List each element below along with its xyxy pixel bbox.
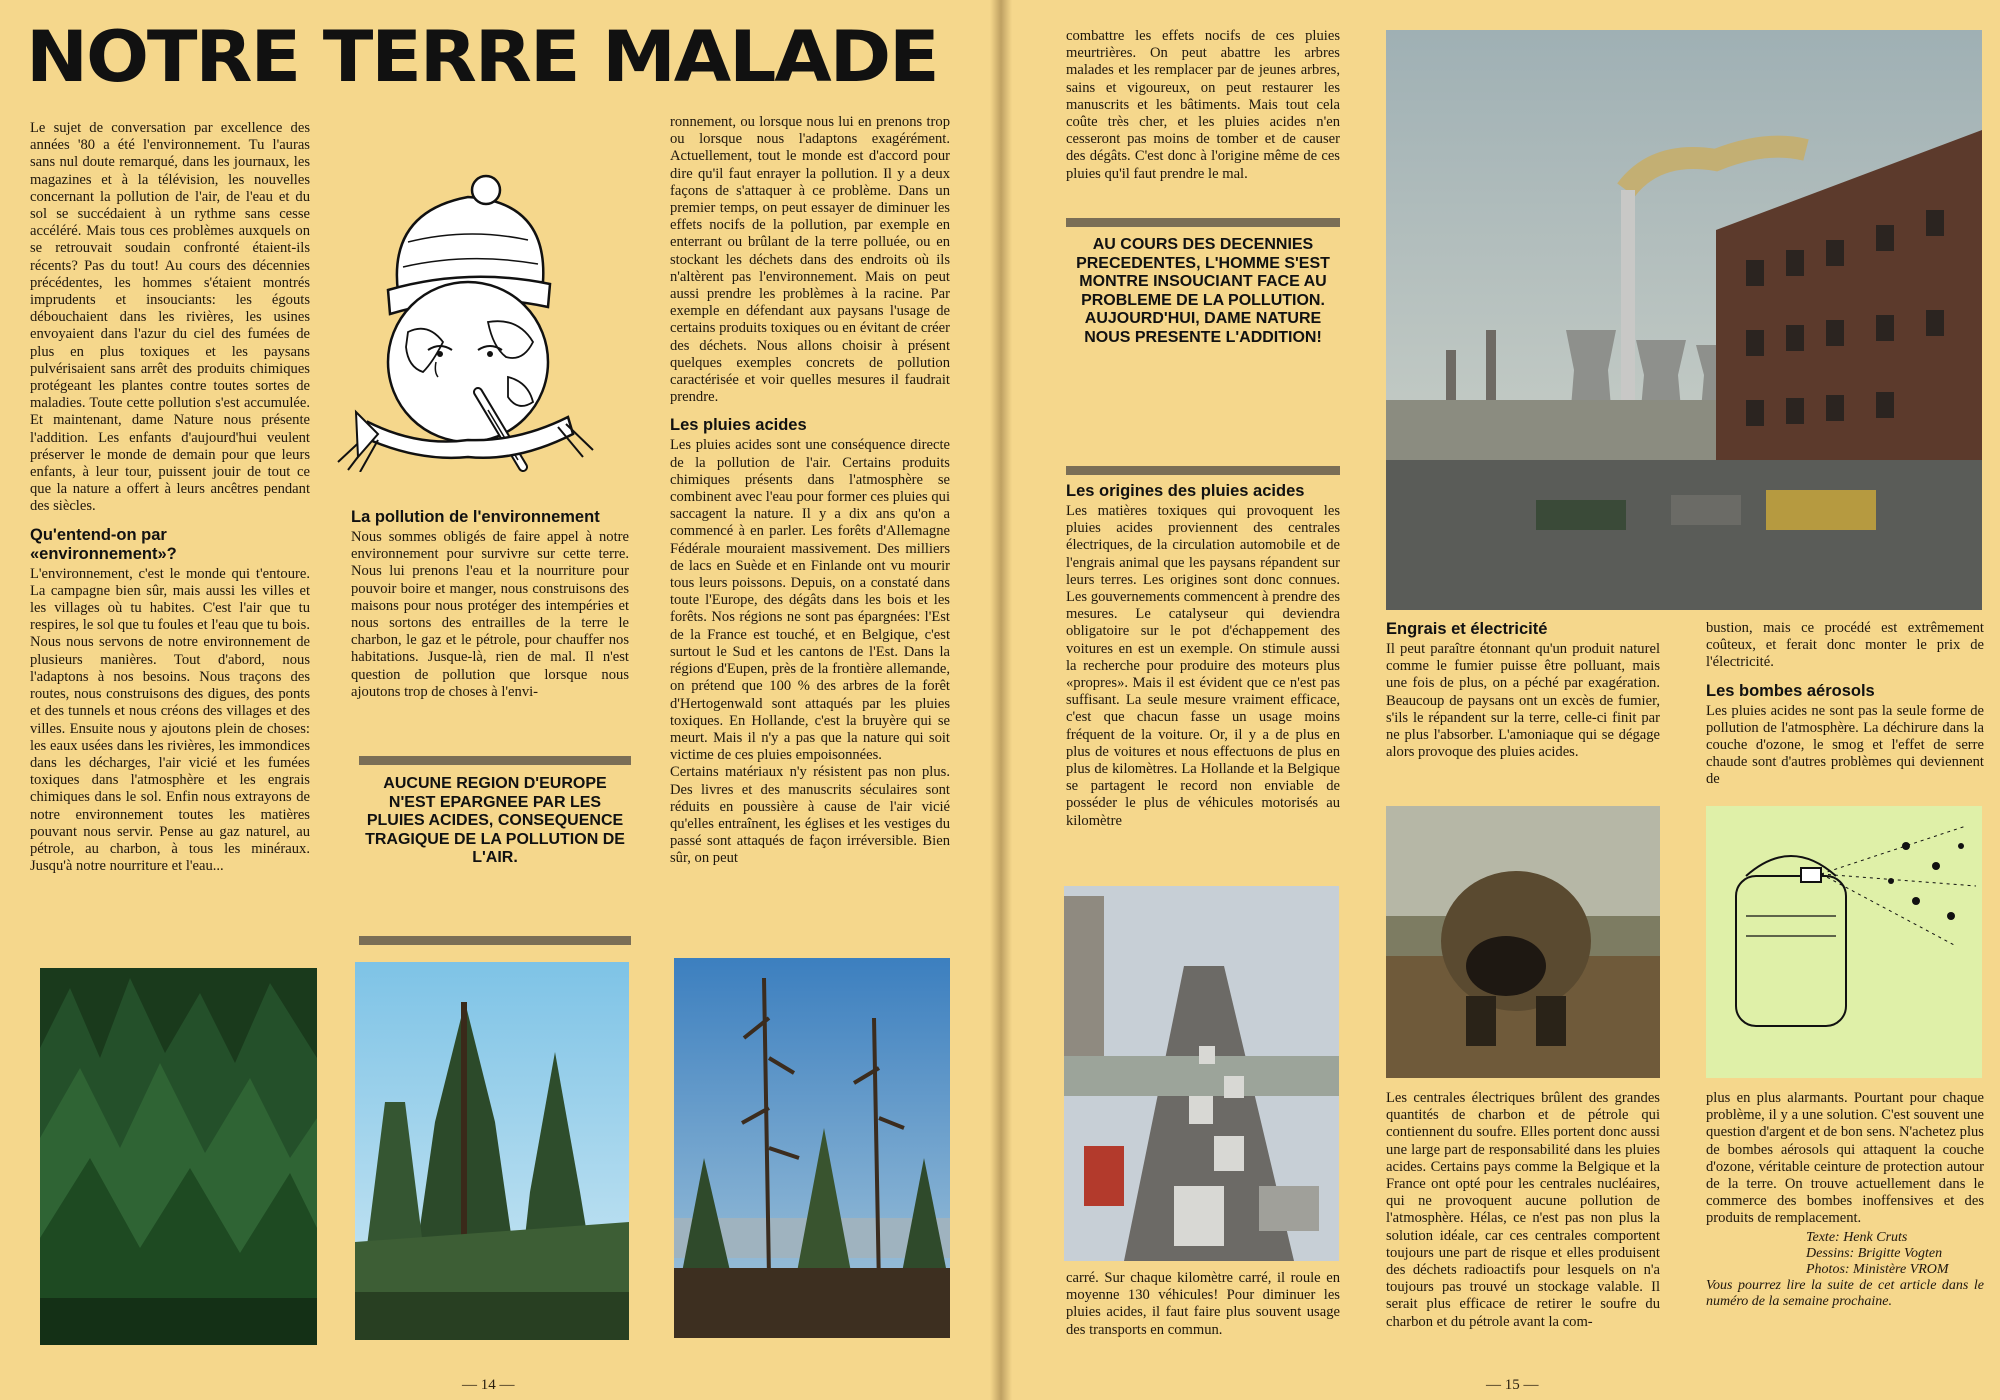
aerosol-can-illustration xyxy=(1706,806,1982,1078)
paragraph-pluies-acides: Les pluies acides sont une conséquence directe de la pollution de l'air. Certains produits chimiques présents dans l'atmosphère se combinent avec l'eau pour former ces pluies qui saccagent la nature. Il y a dix ans qu'on a commencé à en parler. Les forêts d'Allemagne Fédérale mouraient massivement. Des milliers de lacs en Suède et en Finlande ont vu mourir tous leurs poissons. Depuis, on a constaté dans toute l'Europe, des dégâts dans les bois et les forêts. Nos régions ne sont pas épargnées: l'Est de la France est touché, et en Belgique, c'est surtout le Sud et les cantons de l'Est. Dans la régions d'Eupen, près de la frontière allemande, on prétend que 100 % des arbres de la forêt d'Hertogenwald sont attaqués par les pluies toxiques. En Hollande, c'est la bruyère qui se meurt. Mais il n'y a pas que la nature qui soit victime de ces pluies empoisonnées. xyxy=(670,437,950,764)
column-4-end xyxy=(1066,1270,1340,1339)
paragraph-engrais: Il peut paraître étonnant qu'un produit naturel comme le fumier puisse être polluant, mais une fois de plus, on a péché par exagération. Beaucoup de paysans ont un excès de fumier, s'ils le répandent sur la terre, celle-ci finit par ne plus l'absorber. L'amoniaque qui se dégage alors provoque des pluies acides. xyxy=(1386,641,1660,761)
paragraph-pollution-environnement: Nous sommes obligés de faire appel à notre environnement pour survivre sur cette terre. Nous lui prenons l'eau et la nourriture pour pouvoir boire et manger, nous construisons des maisons pour nous protéger des intempéries et nous sortons des entrailles de la terre le charbon, le gaz et le pétrole, pour chauffer nos habitations. Jusque-là, rien de mal. Il n'est question de pollution que lorsque nous ajoutons trop de choses à l'envi- xyxy=(351,529,629,700)
column-5-continued xyxy=(1386,1090,1660,1331)
credit-photos: Photos: Ministère VROM xyxy=(1806,1261,1949,1277)
page-gutter xyxy=(990,0,1012,1400)
heading-engrais: Engrais et électricité xyxy=(1386,620,1548,638)
column-2 xyxy=(351,508,629,701)
column-3 xyxy=(670,114,950,868)
credit-drawings: Dessins: Brigitte Vogten xyxy=(1806,1245,1943,1261)
paragraph-origines: Les matières toxiques qui provoquent les pluies acides proviennent des centrales électriques, de la circulation automobile et de l'engrais animal que les paysans répandent sur leurs terres. Les origines sont donc connues. Les gouvernements commencent à prendre des mesures. Le catalyseur qui deviendra obligatoire sur le pot d'échappement des voitures en est un exemple. On stimule aussi la recherche pour produire des moteurs plus «propres». Mais il est évident que ce n'est pas suffisant. La seule mesure vraiment efficace, c'est que chacun fasse un usage moins fréquent de la voiture. Or, il y a de plus en plus de voitures et nous effectuons de plus en plus de kilomètres. La Hollande et la Belgique se partagent le record non enviable de posséder le plus de véhicules motorisés au kilomètre xyxy=(1066,503,1340,829)
paragraph-solutions: plus en plus alarmants. Pourtant pour chaque problème, il y a une solution. C'est souvent une question d'argent et de bon sens. N'achetez plus de bombes aérosols qui attaquent la couche d'ozone, véritable ceinture de protection autour de la terre. On trouve actuellement dans le commerce des bombes inoffensives et des produits de remplacement. xyxy=(1706,1090,1984,1227)
page-number-right: — 15 — xyxy=(1486,1377,1539,1393)
column-1 xyxy=(30,120,310,875)
continuation-note: Vous pourrez lire la suite de cet article dans le numéro de la semaine prochaine. xyxy=(1706,1277,1984,1309)
heading-pollution-environnement: La pollution de l'environnement xyxy=(351,508,600,526)
column-4 xyxy=(1066,28,1340,183)
divider-bar xyxy=(1066,466,1340,475)
column-6 xyxy=(1706,620,1984,789)
photo-manure-spreader xyxy=(1386,806,1660,1078)
heading-pluies-acides: Les pluies acides xyxy=(670,416,807,435)
page-right xyxy=(1000,0,2000,1400)
photo-dead-forest xyxy=(674,958,950,1338)
paragraph-centrales: Les centrales électriques brûlent des grandes quantités de charbon et de pétrole qui contiennent du soufre. Elles portent donc aussi une large part de responsabilité dans les pluies acides. Certains pays comme la Belgique et la France ont opté pour les centrales nucléaires, qui ne provoquent aucune pollution de l'atmosphère. Hélas, ce n'est pas non plus la solution idéale, car ces centrales comportent toujours une part de risque et elles produisent des déchets radioactifs pour lesquels on n'a toujours pas trouvé un stockage valable. Il serait plus efficace de retirer le soufre du charbon et du pétrole avant la com- xyxy=(1386,1090,1660,1330)
credit-text: Texte: Henk Cruts xyxy=(1806,1229,1908,1245)
photo-healthy-forest xyxy=(40,968,317,1345)
column-6-continued xyxy=(1706,1090,1984,1310)
divider-bar xyxy=(359,756,631,765)
sick-earth-illustration xyxy=(328,172,600,472)
photo-damaged-trees xyxy=(355,962,629,1340)
paragraph-materiaux: Certains matériaux n'y résistent pas non plus. Des livres et des manuscrits séculaires sont réduits en poussière à cause de l'air vicié qu'elles entraînent, les églises et les vestiges du passé sont attaqués de façon irréversible. Bien sûr, on peut xyxy=(670,764,950,867)
photo-power-plant xyxy=(1386,30,1982,610)
paragraph-environnement: L'environnement, c'est le monde qui t'entoure. La campagne bien sûr, mais aussi les villes et les villages où tu habites. C'est l'air que tu respires, le sol que tu foules et l'eau que tu bois. Nous nous servons de notre environnement de plusieurs manières. Tout d'abord, nous l'adaptons à nos besoins. Nous traçons des routes, nous construisons des digues, des ponts et des tunnels et nous créons des villages et des villes. Ensuite nous y ajoutons plein de choses: les eaux usées dans les rivières, les immondices dans les décharges, l'air vicié et les fumées toxiques dans l'atmosphère et les engrais chimiques dans le sol. Enfin nous extrayons de notre environnement toutes les matières pouvant nous servir. Pense au gaz naturel, au pétrole, au charbon, à tous les minéraux. Jusqu'à notre nourriture et l'eau... xyxy=(30,565,310,875)
pullquote-right: AU COURS DES DECENNIES PRECEDENTES, L'HOMME S'EST MONTRE INSOUCIANT FACE AU PROBLEME DE LA POLLUTION. AUJOURD'HUI, DAME NATURE NOUS PRESENTE L'ADDITION! xyxy=(1076,236,1330,346)
paragraph-combustion: bustion, mais ce procédé est extrêmement coûteux, et ferait donc monter le prix de l'électricité. xyxy=(1706,620,1984,671)
page-number-left: — 14 — xyxy=(462,1377,515,1393)
heading-origines: Les origines des pluies acides xyxy=(1066,482,1305,500)
credits xyxy=(1806,1230,1984,1278)
column-5 xyxy=(1386,620,1660,761)
divider-bar xyxy=(1066,218,1340,227)
article-title: NOTRE TERRE MALADE xyxy=(26,16,938,98)
photo-traffic-highway xyxy=(1064,886,1339,1261)
paragraph-combattre: combattre les effets nocifs de ces pluies meurtrières. On peut abattre les arbres malades et les remplacer par de jeunes arbres, sains et vigoureux, on peut restaurer les manuscrits et les bâtiments. Mais tout cela coûte très cher, et les pluies acides n'en cesseront pas moins de tomber et de causer des dégâts. C'est donc à l'origine même de ces pluies qu'il faut prendre le mal. xyxy=(1066,28,1340,182)
paragraph-aerosols: Les pluies acides ne sont pas la seule forme de pollution de l'atmosphère. La déchirure dans la couche d'ozone, le smog et l'effet de serre chaude sont d'autres problèmes qui deviennent de xyxy=(1706,702,1984,788)
column-4-continued xyxy=(1066,482,1340,830)
paragraph-actions: ronnement, ou lorsque nous lui en prenons trop ou lorsque nous l'adaptons exagérément. Actuellement, tout le monde est d'accord pour dire qu'il faut enrayer la pollution. Il y a deux façons de s'attaquer à ce problème. Dans un premier temps, on peut essayer de diminuer les effets nocifs de la pollution, par exemple en enterrant ou brûlant de la terre polluée, ou en stockant les déchets dans des endroits où ils n'altèrent pas l'environnement. Mais on peut aussi prendre les problèmes à la racine. Par exemple en défendant aux paysans l'usage de certains produits toxiques ou en évitant de créer des déchets. Nous allons choisir à présent quelques exemples concrets de pollution caractérisée et voir quelles mesures il faudrait prendre. xyxy=(670,114,950,406)
paragraph-vehicules: carré. Sur chaque kilomètre carré, il roule en moyenne 130 véhicules! Pour diminuer les pluies acides, il faut faire plus souvent usage des transports en commun. xyxy=(1066,1270,1340,1338)
divider-bar xyxy=(359,936,631,945)
heading-aerosols: Les bombes aérosols xyxy=(1706,681,1875,700)
pullquote-left: AUCUNE REGION D'EUROPE N'EST EPARGNEE PAR LES PLUIES ACIDES, CONSEQUENCE TRAGIQUE DE LA POLLUTION DE L'AIR. xyxy=(365,775,625,866)
heading-environnement: Qu'entend-on par «environnement»? xyxy=(30,525,177,563)
intro-paragraph: Le sujet de conversation par excellence des années '80 a été l'environnement. Tu l'auras sans nul doute remarqué, dans les journaux, les magazines et à la télévision, les nouvelles concernant la pollution de l'air, de l'eau et du sol se succédaient à un rythme sans cesse accéléré. Mais tous ces problèmes auxquels on se retrouvait soudain confronté étaient-ils récents? Pas du tout! Au cours des décennies précédentes, les hommes s'étaient montrés imprudents et insouciants: les égouts débouchaient dans les rivières, les usines envoyaient dans l'azur du ciel des fumées de plus en plus toxiques et les paysans pulvérisaient sans arrêt des produits chimiques protégeant les plantes contre toutes sortes de maladies. Toute cette pollution s'est accumulée. Et maintenant, dame Nature nous présente l'addition. Les enfants d'aujourd'hui veulent préserver le monde de demain pour que leurs enfants, à leur tour, puissent jouir de tout ce que la nature a offert à leurs ancêtres pendant des siècles. xyxy=(30,120,310,515)
